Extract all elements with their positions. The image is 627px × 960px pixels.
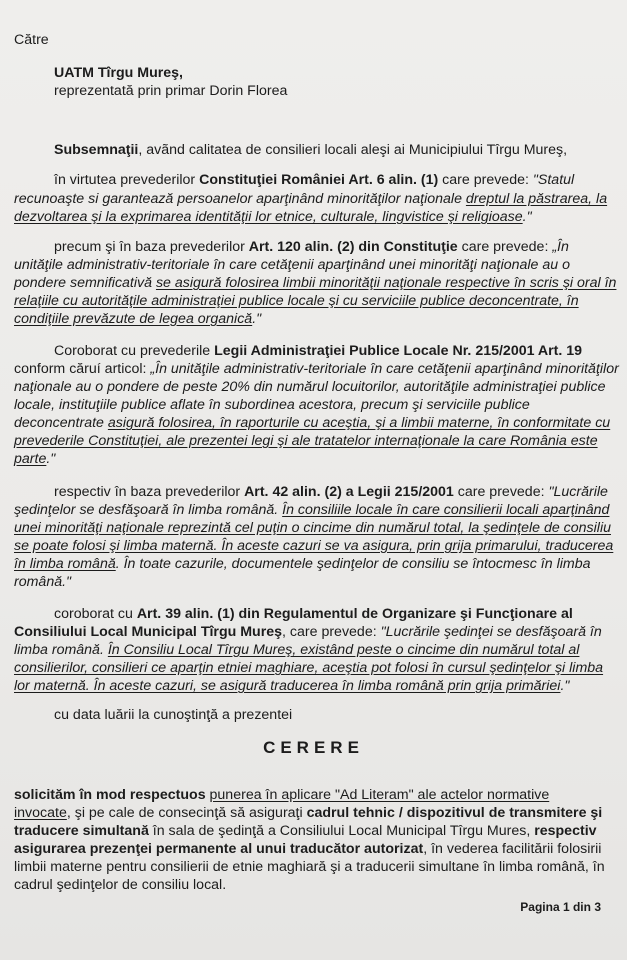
request-bold: asigurarea prezenţei permanente al unui traducător autorizat xyxy=(14,841,424,857)
p4-quote-underlined: În consiliile locale în care consilierii locali aparţinând xyxy=(282,502,610,518)
request-line1 xyxy=(14,786,549,804)
p2-quote-underlined: condiţiile prevăzute de legea organică xyxy=(14,311,253,327)
p1-text: care prevede: xyxy=(438,172,533,188)
p3-line3: naţionale au o pondere de peste 20% din numărul locuitorilor, autorităţile administraţiei publice xyxy=(14,379,606,395)
request-text: , şi pe cale de consecinţă să asiguraţi xyxy=(66,805,307,821)
intro-line xyxy=(54,141,567,159)
page-number xyxy=(520,900,601,914)
p2-line5 xyxy=(14,310,261,328)
request-line6: cadrul şedinţelor de consiliu local. xyxy=(14,877,227,893)
p4-text: care prevede: xyxy=(453,484,549,500)
p4-quote: şedinţelor se desfăşoară în limba română. xyxy=(14,502,283,518)
p1-quote: recunoaşte si garantează persoanelor aparţinând minorităţilor naţionale xyxy=(14,191,466,207)
constitution-art120-ref: Art. 120 alin. (2) din Constituţie xyxy=(248,239,458,255)
p5-line5 xyxy=(14,677,569,695)
request-underlined: punerea în aplicare "Ad Literam" ale actelor normative xyxy=(209,787,550,803)
p2-line2: unităţile administrativ-teritoriale în care cetăţenii aparţinând unei minorităţi naţionale au o xyxy=(14,257,570,273)
p3-line6: prevederile Constituţiei, ale prezentei legi şi ale tratatelor internaţionale la care România este xyxy=(14,433,598,449)
p2-text: care prevede: xyxy=(457,239,553,255)
request-bold: traducere simultană xyxy=(14,823,149,839)
request-line5: limbii materne pentru consilierii de etnie maghiară şi a traducerii simultane în limba română, în xyxy=(14,859,605,875)
p5-line2 xyxy=(14,623,602,641)
p5-line1 xyxy=(54,605,573,623)
p3-line5 xyxy=(14,414,610,432)
p4-quote: . În toate cazurile, documentele şedinţelor de consiliu se întocmesc în limba xyxy=(115,556,591,572)
p4-line4: se poate folosi şi limba maternă. În aceste cazuri se va asigura, prin grija primarului, traducerea xyxy=(14,538,614,554)
page-total: 3 xyxy=(594,900,601,914)
p1-quote-underlined: dreptul la păstrarea, la xyxy=(465,191,608,207)
p4-line6: română." xyxy=(14,574,72,590)
p3-quote-underlined: parte xyxy=(14,451,47,467)
p3-quote: „În unităţile administrativ-teritoriale în care cetăţenii aparţinând minorităţilor xyxy=(150,361,619,377)
council-name: Consiliului Local Municipal Tîrgu Mureş xyxy=(14,624,283,640)
p2-line3 xyxy=(14,274,616,292)
request-line4 xyxy=(14,840,601,858)
request-line3 xyxy=(14,822,597,840)
p5-quote: limba română. xyxy=(14,642,108,658)
page-of: din xyxy=(569,900,595,914)
page-current: 1 xyxy=(562,900,570,914)
p4-quote: "Lucrările xyxy=(548,484,608,500)
p4-line3: unei minorităţi naţionale reprezintă cel puţin o cincime din numărul total, la şedinţele de consiliu xyxy=(14,520,611,536)
p3-text: Coroborat cu prevederile xyxy=(54,343,215,359)
p4-text: respectiv în baza prevederilor xyxy=(54,484,245,500)
p2-quote: pondere semnificativă xyxy=(14,275,156,291)
request-line2 xyxy=(14,804,602,822)
request-bold: cadrul tehnic / dispozitivul de transmitere şi xyxy=(306,805,603,821)
p5-quote: ." xyxy=(560,678,570,694)
request-text: , în vederea facilitării folosirii xyxy=(423,841,602,857)
regulation-art39-ref: Art. 39 alin. (1) din Regulamentul de Organizare şi Funcţionare al xyxy=(136,606,573,622)
p4-quote-underlined: în limba română xyxy=(14,556,116,572)
p2-quote-underlined: se asigură folosirea limbii minorităţii naţionale respective în scris şi oral în xyxy=(155,275,617,291)
p3-quote-underlined: asigură folosirea, în raporturile cu aceştia, şi a limbii materne, în conformitate cu xyxy=(107,415,611,431)
p4-line5 xyxy=(14,555,590,573)
p2-quote: ." xyxy=(252,311,262,327)
p5-quote-underlined: lor maternă. În aceste cazuri, se asigură traducerea în limba română prin grija primăriei xyxy=(14,678,561,694)
document-title: CERERE xyxy=(263,738,364,757)
p6-line: cu data luării la cunoştinţă a prezentei xyxy=(54,707,293,723)
request-underlined: invocate xyxy=(14,805,67,821)
p3-quote: ." xyxy=(46,451,56,467)
p2-text: precum şi în baza prevederilor xyxy=(54,239,249,255)
p4-line2 xyxy=(14,501,609,519)
constitution-art6-ref: Constituţiei României Art. 6 alin. (1) xyxy=(199,172,439,188)
p5-quote-underlined: În Consiliu Local Tîrgu Mureş, existând peste o cincime din numărul total al xyxy=(107,642,580,658)
p1-line1 xyxy=(54,171,574,189)
recipient-name: UATM Tîrgu Mureş, xyxy=(54,65,183,81)
p4-line1 xyxy=(54,483,608,501)
p1-quote-underlined: dezvoltarea şi la exprimarea identităţii lor etnice, culturale, lingvistice şi religioase xyxy=(14,209,523,225)
p2-quote: „În xyxy=(552,239,569,255)
p1-quote: ." xyxy=(522,209,532,225)
p3-line1 xyxy=(54,342,582,360)
p5-line3 xyxy=(14,641,579,659)
request-text: în sala de şedinţă a Consiliului Local Municipal Tîrgu Mures, xyxy=(148,823,535,839)
p1-text: în virtutea prevederilor xyxy=(54,172,200,188)
p5-line4: consilierilor, consilieri ce aparţin etniei maghiare, aceştia pot folosi în cursul şedinţelor şi limba xyxy=(14,660,604,676)
request-bold: respectiv xyxy=(534,823,597,839)
p2-line4: relaţiile cu autorităţile administraţiei publice locale şi cu serviciile publice deconcentrate, în xyxy=(14,293,579,309)
page-label: Pagina xyxy=(520,900,563,914)
addressee-to: Către xyxy=(14,32,49,48)
p2-line1 xyxy=(54,238,569,256)
p3-line2 xyxy=(14,360,619,378)
p5-text: , care prevede: xyxy=(282,624,381,640)
intro-rest: , avãnd calitatea de consilieri locali aleşi ai Municipiului Tîrgu Mureş, xyxy=(138,142,568,158)
recipient-representative: reprezentată prin primar Dorin Florea xyxy=(54,83,288,99)
p3-text: conform căruí articol: xyxy=(14,361,151,377)
p3-line7 xyxy=(14,450,55,468)
p3-quote: deconcentrate xyxy=(14,415,108,431)
law-215-art19-ref: Legii Administraţiei Publice Locale Nr. 215/2001 Art. 19 xyxy=(214,343,583,359)
p3-line4: locale, instituţiile publice aflate în subordinea acestora, precum şi serviciile publice xyxy=(14,397,530,413)
intro-subsemnatii: Subsemnaţii xyxy=(54,142,139,158)
p5-quote: "Lucrările şedinţei se desfăşoară în xyxy=(380,624,602,640)
law-215-art42-ref: Art. 42 alin. (2) a Legii 215/2001 xyxy=(244,484,454,500)
p1-line3 xyxy=(14,208,532,226)
p1-quote: "Statul xyxy=(532,172,575,188)
request-bold: solicităm în mod respectuos xyxy=(14,787,210,803)
p1-line2 xyxy=(14,190,607,208)
p5-text: coroborat cu xyxy=(54,606,137,622)
